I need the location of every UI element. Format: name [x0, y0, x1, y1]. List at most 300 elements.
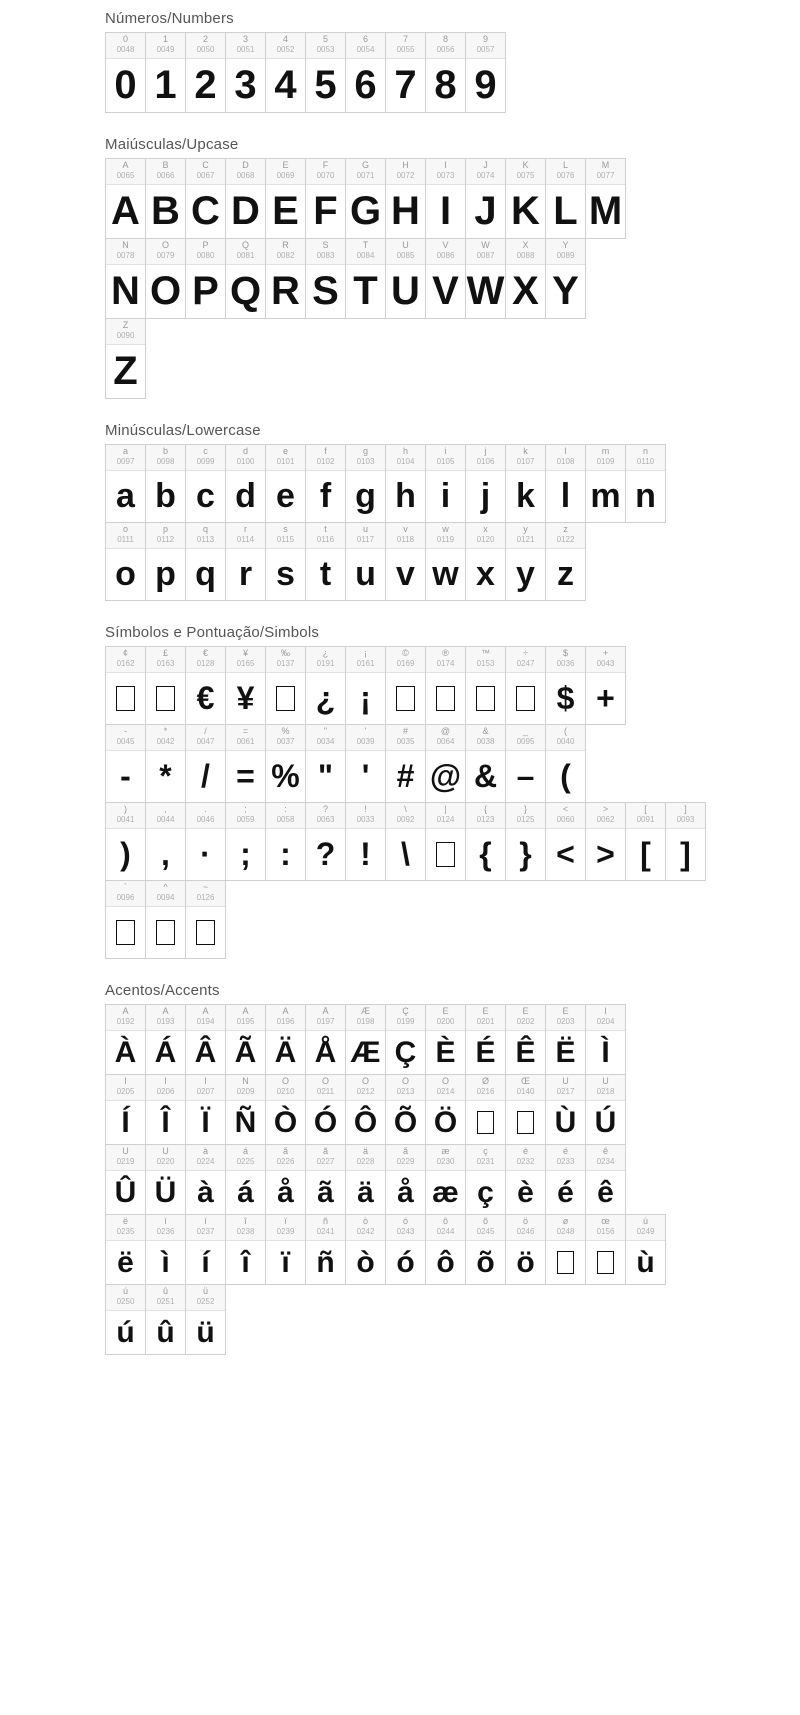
- glyph-preview: *: [159, 758, 172, 794]
- glyph-code-label: 0047: [196, 738, 215, 746]
- glyph-preview: Ä: [274, 1035, 297, 1069]
- glyph-char-label: *: [163, 727, 168, 736]
- glyph-preview: v: [396, 555, 415, 593]
- glyph-cell[interactable]: [506, 1005, 546, 1075]
- glyph-cell-header: [146, 881, 185, 907]
- glyph-preview: 9: [474, 63, 497, 107]
- glyph-cell[interactable]: [106, 445, 146, 523]
- glyph-cell[interactable]: [226, 445, 266, 523]
- glyph-cell[interactable]: [506, 159, 546, 239]
- glyph-cell[interactable]: [146, 725, 186, 803]
- glyph-cell[interactable]: [186, 159, 226, 239]
- glyph-cell-header: [186, 1005, 225, 1031]
- glyph-cell[interactable]: [346, 523, 386, 601]
- glyph-cell[interactable]: [346, 239, 386, 319]
- glyph-cell[interactable]: [146, 159, 186, 239]
- glyph-cell[interactable]: [426, 803, 466, 881]
- glyph-char-label: ~: [202, 883, 209, 892]
- glyph-cell-header: [466, 159, 505, 185]
- glyph-cell[interactable]: [226, 1075, 266, 1145]
- glyph-char-label: õ: [482, 1217, 488, 1226]
- glyph-code-label: 0197: [316, 1018, 335, 1026]
- glyph-cell[interactable]: [546, 523, 586, 601]
- glyph-cell[interactable]: [426, 239, 466, 319]
- glyph-cell[interactable]: [426, 647, 466, 725]
- glyph-preview: y: [516, 555, 535, 593]
- glyph-cell[interactable]: [186, 803, 226, 881]
- glyph-cell[interactable]: [466, 647, 506, 725]
- glyph-cell[interactable]: [386, 803, 426, 881]
- glyph-cell[interactable]: [546, 159, 586, 239]
- glyph-preview: å: [277, 1175, 294, 1209]
- glyph-cell[interactable]: [106, 33, 146, 113]
- glyph-cell[interactable]: [466, 1005, 506, 1075]
- glyph-preview: E: [272, 189, 299, 233]
- glyph-cell[interactable]: [546, 1145, 586, 1215]
- glyph-cell[interactable]: [226, 725, 266, 803]
- glyph-cell[interactable]: [186, 239, 226, 319]
- glyph-cell[interactable]: [546, 725, 586, 803]
- glyph-cell[interactable]: [506, 239, 546, 319]
- glyph-cell[interactable]: [266, 33, 306, 113]
- glyph-code-label: 0202: [516, 1018, 535, 1026]
- glyph-cell[interactable]: [186, 725, 226, 803]
- glyph-cell[interactable]: [346, 647, 386, 725]
- glyph-preview: È: [435, 1035, 456, 1069]
- glyph-cell[interactable]: [346, 159, 386, 239]
- glyph-cell-header: [186, 803, 225, 829]
- glyph-cell[interactable]: [506, 445, 546, 523]
- glyph-char-label: î: [244, 1217, 247, 1226]
- glyph-code-label: 0108: [556, 458, 575, 466]
- glyph-cell[interactable]: [306, 1145, 346, 1215]
- glyph-char-label: I: [444, 161, 447, 170]
- glyph-cell[interactable]: [386, 1145, 426, 1215]
- glyph-cell[interactable]: [266, 803, 306, 881]
- glyph-preview: [106, 673, 145, 724]
- glyph-cell[interactable]: [466, 725, 506, 803]
- glyph-cell[interactable]: [186, 647, 226, 725]
- glyph-cell[interactable]: [466, 523, 506, 601]
- glyph-code-label: 0242: [356, 1228, 375, 1236]
- glyph-cell[interactable]: [266, 239, 306, 319]
- glyph-cell[interactable]: [386, 159, 426, 239]
- glyph-cell[interactable]: [106, 523, 146, 601]
- glyph-cell[interactable]: [626, 445, 666, 523]
- glyph-cell[interactable]: [506, 1075, 546, 1145]
- glyph-cell-header: [106, 1005, 145, 1031]
- glyph-row: [105, 880, 226, 959]
- glyph-cell[interactable]: [586, 1145, 626, 1215]
- glyph-cell[interactable]: [426, 33, 466, 113]
- glyph-char-label: Æ: [361, 1007, 370, 1016]
- section-title: Minúsculas/Lowercase: [105, 422, 261, 439]
- glyph-cell-header: [466, 1005, 505, 1031]
- glyph-preview: ç: [477, 1175, 494, 1209]
- glyph-cell[interactable]: [586, 1075, 626, 1145]
- glyph-code-label: 0109: [596, 458, 615, 466]
- glyph-cell[interactable]: [146, 1215, 186, 1285]
- glyph-cell-header: [226, 1075, 265, 1101]
- glyph-cell[interactable]: [466, 445, 506, 523]
- glyph-preview: Æ: [350, 1035, 381, 1069]
- glyph-preview: ]: [680, 836, 691, 872]
- glyph-cell-header: [146, 239, 185, 265]
- glyph-cell[interactable]: [106, 319, 146, 399]
- glyph-code-label: 0105: [436, 458, 455, 466]
- glyph-char-label: `: [124, 883, 127, 892]
- glyph-cell[interactable]: [106, 725, 146, 803]
- glyph-preview: ): [120, 836, 131, 872]
- glyph-cell[interactable]: [226, 159, 266, 239]
- glyph-cell[interactable]: [386, 1005, 426, 1075]
- glyph-cell[interactable]: [146, 1075, 186, 1145]
- glyph-cell[interactable]: [506, 523, 546, 601]
- glyph-code-label: 0121: [516, 536, 535, 544]
- glyph-cell[interactable]: [186, 523, 226, 601]
- glyph-cell-header: [266, 1145, 305, 1171]
- glyph-cell[interactable]: [466, 33, 506, 113]
- glyph-cell[interactable]: [186, 881, 226, 959]
- glyph-cell[interactable]: [146, 445, 186, 523]
- glyph-cell[interactable]: [426, 1075, 466, 1145]
- glyph-cell[interactable]: [306, 1075, 346, 1145]
- missing-glyph-icon: [396, 686, 415, 711]
- glyph-cell[interactable]: [266, 445, 306, 523]
- glyph-code-label: 0196: [276, 1018, 295, 1026]
- glyph-code-label: 0058: [276, 816, 295, 824]
- glyph-cell[interactable]: [106, 1215, 146, 1285]
- glyph-preview: L: [553, 189, 578, 233]
- glyph-cell-header: [146, 159, 185, 185]
- glyph-cell[interactable]: [386, 647, 426, 725]
- glyph-cell[interactable]: [146, 239, 186, 319]
- glyph-cell[interactable]: [346, 725, 386, 803]
- glyph-cell-header: [386, 1145, 425, 1171]
- glyph-cell[interactable]: [146, 33, 186, 113]
- glyph-cell[interactable]: [306, 1005, 346, 1075]
- glyph-cell[interactable]: [386, 1075, 426, 1145]
- glyph-cell[interactable]: [106, 881, 146, 959]
- glyph-preview: Ù: [554, 1105, 577, 1139]
- glyph-cell-header: [586, 647, 625, 673]
- glyph-grid: [105, 1004, 800, 1355]
- glyph-cell-header: [546, 445, 585, 471]
- glyph-cell[interactable]: [106, 1005, 146, 1075]
- glyph-cell[interactable]: [226, 647, 266, 725]
- glyph-code-label: 0112: [156, 536, 175, 544]
- glyph-cell-header: [306, 803, 345, 829]
- glyph-preview: Ú: [594, 1105, 617, 1139]
- glyph-preview: Ç: [394, 1035, 417, 1069]
- glyph-cell[interactable]: [106, 1145, 146, 1215]
- glyph-cell[interactable]: [306, 1215, 346, 1285]
- glyph-char-label: 8: [442, 35, 448, 44]
- glyph-cell[interactable]: [266, 1215, 306, 1285]
- glyph-code-label: 0203: [556, 1018, 575, 1026]
- glyph-cell[interactable]: [266, 647, 306, 725]
- glyph-code-label: 0198: [356, 1018, 375, 1026]
- glyph-cell[interactable]: [266, 725, 306, 803]
- glyph-cell-header: [106, 881, 145, 907]
- glyph-cell[interactable]: [586, 1215, 626, 1285]
- glyph-cell[interactable]: [146, 1285, 186, 1355]
- glyph-cell[interactable]: [106, 803, 146, 881]
- glyph-cell[interactable]: [466, 239, 506, 319]
- glyph-code-label: 0233: [556, 1158, 575, 1166]
- glyph-cell[interactable]: [666, 803, 706, 881]
- glyph-char-label: Ö: [441, 1077, 449, 1086]
- glyph-char-label: 6: [362, 35, 368, 44]
- glyph-cell[interactable]: [266, 159, 306, 239]
- glyph-cell[interactable]: [546, 803, 586, 881]
- glyph-cell[interactable]: [186, 1215, 226, 1285]
- glyph-cell[interactable]: [186, 1285, 226, 1355]
- glyph-cell-header: [506, 445, 545, 471]
- glyph-cell[interactable]: [306, 33, 346, 113]
- glyph-cell[interactable]: [186, 1075, 226, 1145]
- glyph-cell[interactable]: [226, 1215, 266, 1285]
- glyph-preview: î: [241, 1245, 250, 1279]
- glyph-code-label: 0042: [156, 738, 175, 746]
- glyph-preview: A: [111, 189, 140, 233]
- glyph-cell[interactable]: [586, 803, 626, 881]
- glyph-cell[interactable]: [226, 239, 266, 319]
- glyph-preview: G: [349, 189, 382, 233]
- glyph-code-label: 0174: [436, 660, 455, 668]
- glyph-cell[interactable]: [506, 1145, 546, 1215]
- glyph-row: [105, 238, 586, 319]
- glyph-cell[interactable]: [226, 33, 266, 113]
- glyph-cell[interactable]: [346, 33, 386, 113]
- glyph-preview: ô: [436, 1245, 455, 1279]
- glyph-cell[interactable]: [586, 445, 626, 523]
- glyph-code-label: 0054: [356, 46, 375, 54]
- glyph-code-label: 0104: [396, 458, 415, 466]
- glyph-cell[interactable]: [306, 159, 346, 239]
- glyph-cell-header: [386, 725, 425, 751]
- glyph-cell[interactable]: [146, 1145, 186, 1215]
- glyph-cell[interactable]: [426, 725, 466, 803]
- glyph-cell-header: [506, 159, 545, 185]
- glyph-row: [105, 522, 586, 601]
- glyph-cell[interactable]: [466, 159, 506, 239]
- section-title: Símbolos e Pontuação/Simbols: [105, 624, 320, 641]
- glyph-cell[interactable]: [426, 159, 466, 239]
- glyph-cell[interactable]: [306, 647, 346, 725]
- glyph-cell[interactable]: [186, 1005, 226, 1075]
- glyph-cell[interactable]: [506, 1215, 546, 1285]
- glyph-cell[interactable]: [146, 523, 186, 601]
- glyph-char-label: c: [203, 447, 208, 456]
- glyph-cell[interactable]: [226, 523, 266, 601]
- glyph-cell[interactable]: [346, 1215, 386, 1285]
- glyph-cell[interactable]: [106, 239, 146, 319]
- glyph-cell[interactable]: [106, 1285, 146, 1355]
- glyph-cell[interactable]: [306, 725, 346, 803]
- glyph-cell[interactable]: [586, 1005, 626, 1075]
- glyph-cell[interactable]: [346, 1075, 386, 1145]
- glyph-cell[interactable]: [506, 803, 546, 881]
- glyph-cell[interactable]: [226, 803, 266, 881]
- glyph-cell[interactable]: [306, 239, 346, 319]
- glyph-char-label: Ë: [562, 1007, 569, 1016]
- glyph-char-label: x: [483, 525, 488, 534]
- glyph-cell[interactable]: [146, 881, 186, 959]
- glyph-code-label: 0095: [516, 738, 535, 746]
- glyph-cell[interactable]: [186, 1145, 226, 1215]
- glyph-char-label: Ã: [242, 1007, 249, 1016]
- glyph-code-label: 0078: [116, 252, 135, 260]
- glyph-preview: è: [517, 1175, 534, 1209]
- glyph-cell-header: [266, 33, 305, 59]
- glyph-cell[interactable]: [546, 1215, 586, 1285]
- glyph-cell[interactable]: [266, 1075, 306, 1145]
- glyph-cell[interactable]: [306, 445, 346, 523]
- glyph-cell[interactable]: [226, 1005, 266, 1075]
- glyph-preview: \: [401, 836, 410, 872]
- glyph-cell-header: [146, 647, 185, 673]
- glyph-cell-header: [386, 803, 425, 829]
- glyph-cell[interactable]: [466, 1145, 506, 1215]
- glyph-code-label: 0059: [236, 816, 255, 824]
- glyph-cell-header: [226, 445, 265, 471]
- glyph-cell[interactable]: [506, 647, 546, 725]
- glyph-cell[interactable]: [386, 239, 426, 319]
- glyph-cell[interactable]: [186, 445, 226, 523]
- glyph-cell-header: [186, 159, 225, 185]
- glyph-char-label: y: [523, 525, 528, 534]
- glyph-cell[interactable]: [346, 1005, 386, 1075]
- glyph-cell[interactable]: [386, 725, 426, 803]
- glyph-cell[interactable]: [386, 33, 426, 113]
- glyph-code-label: 0249: [636, 1228, 655, 1236]
- section-title: Maiúsculas/Upcase: [105, 136, 239, 153]
- glyph-char-label: ¿: [322, 649, 329, 658]
- glyph-preview: m: [590, 477, 621, 515]
- glyph-cell[interactable]: [546, 239, 586, 319]
- glyph-code-label: 0169: [396, 660, 415, 668]
- glyph-cell[interactable]: [466, 1075, 506, 1145]
- glyph-cell[interactable]: [506, 725, 546, 803]
- glyph-cell[interactable]: [106, 647, 146, 725]
- glyph-char-label: u: [362, 525, 368, 534]
- glyph-code-label: 0068: [236, 172, 255, 180]
- glyph-cell[interactable]: [586, 159, 626, 239]
- glyph-cell-header: [106, 1215, 145, 1241]
- glyph-cell[interactable]: [146, 1005, 186, 1075]
- glyph-cell[interactable]: [626, 803, 666, 881]
- glyph-row: [105, 158, 626, 239]
- glyph-char-label: ë: [122, 1217, 128, 1226]
- glyph-cell-header: [586, 159, 625, 185]
- glyph-cell[interactable]: [426, 1005, 466, 1075]
- glyph-code-label: 0209: [236, 1088, 255, 1096]
- glyph-cell[interactable]: [146, 803, 186, 881]
- glyph-char-label: $: [562, 649, 568, 658]
- glyph-cell-header: [306, 647, 345, 673]
- glyph-cell[interactable]: [306, 803, 346, 881]
- glyph-preview: }: [519, 836, 532, 872]
- glyph-cell[interactable]: [266, 1005, 306, 1075]
- glyph-cell[interactable]: [346, 1145, 386, 1215]
- glyph-char-label: 7: [402, 35, 408, 44]
- glyph-cell[interactable]: [426, 523, 466, 601]
- glyph-char-label: Ï: [204, 1077, 207, 1086]
- glyph-preview: Õ: [393, 1105, 418, 1139]
- glyph-preview: Z: [113, 349, 138, 393]
- glyph-char-label: ì: [164, 1217, 167, 1226]
- glyph-cell[interactable]: [546, 445, 586, 523]
- glyph-code-label: 0050: [196, 46, 215, 54]
- glyph-row: [105, 802, 706, 881]
- glyph-code-label: 0093: [676, 816, 695, 824]
- glyph-section: [0, 412, 800, 601]
- glyph-cell[interactable]: [426, 1145, 466, 1215]
- glyph-cell-header: [386, 159, 425, 185]
- glyph-preview: [506, 673, 545, 724]
- glyph-cell-header: [306, 725, 345, 751]
- glyph-cell[interactable]: [426, 1215, 466, 1285]
- glyph-preview: I: [439, 189, 452, 233]
- glyph-cell[interactable]: [386, 523, 426, 601]
- glyph-char-label: j: [484, 447, 487, 456]
- glyph-code-label: 0246: [516, 1228, 535, 1236]
- glyph-preview: [586, 1241, 625, 1284]
- glyph-cell[interactable]: [466, 1215, 506, 1285]
- glyph-cell-header: [226, 1145, 265, 1171]
- glyph-cell[interactable]: [546, 647, 586, 725]
- glyph-cell[interactable]: [186, 33, 226, 113]
- glyph-cell[interactable]: [626, 1215, 666, 1285]
- glyph-cell-header: [466, 803, 505, 829]
- glyph-cell[interactable]: [466, 803, 506, 881]
- glyph-char-label: q: [202, 525, 208, 534]
- glyph-cell-header: [346, 1215, 385, 1241]
- glyph-code-label: 0091: [636, 816, 655, 824]
- glyph-cell[interactable]: [226, 1145, 266, 1215]
- glyph-cell-header: [586, 803, 625, 829]
- glyph-cell[interactable]: [386, 1215, 426, 1285]
- glyph-row: [105, 32, 506, 113]
- glyph-cell[interactable]: [106, 159, 146, 239]
- glyph-cell[interactable]: [426, 445, 466, 523]
- glyph-cell[interactable]: [106, 1075, 146, 1145]
- glyph-preview: z: [557, 555, 574, 593]
- glyph-cell[interactable]: [146, 647, 186, 725]
- glyph-preview: S: [312, 269, 339, 313]
- glyph-cell[interactable]: [386, 445, 426, 523]
- glyph-cell[interactable]: [266, 523, 306, 601]
- glyph-cell[interactable]: [346, 803, 386, 881]
- glyph-cell[interactable]: [306, 523, 346, 601]
- glyph-cell[interactable]: [586, 647, 626, 725]
- glyph-preview: –: [516, 758, 535, 794]
- glyph-cell[interactable]: [266, 1145, 306, 1215]
- glyph-preview: @: [429, 758, 462, 794]
- glyph-cell-header: [146, 1215, 185, 1241]
- glyph-preview: ·: [200, 836, 211, 872]
- glyph-code-label: 0038: [476, 738, 495, 746]
- glyph-char-label: ‰: [281, 649, 290, 658]
- glyph-cell[interactable]: [546, 1075, 586, 1145]
- glyph-code-label: 0043: [596, 660, 615, 668]
- glyph-char-label: Û: [122, 1147, 129, 1156]
- glyph-char-label: ©: [402, 649, 409, 658]
- glyph-cell[interactable]: [546, 1005, 586, 1075]
- glyph-char-label: ÷: [523, 649, 528, 658]
- glyph-cell[interactable]: [346, 445, 386, 523]
